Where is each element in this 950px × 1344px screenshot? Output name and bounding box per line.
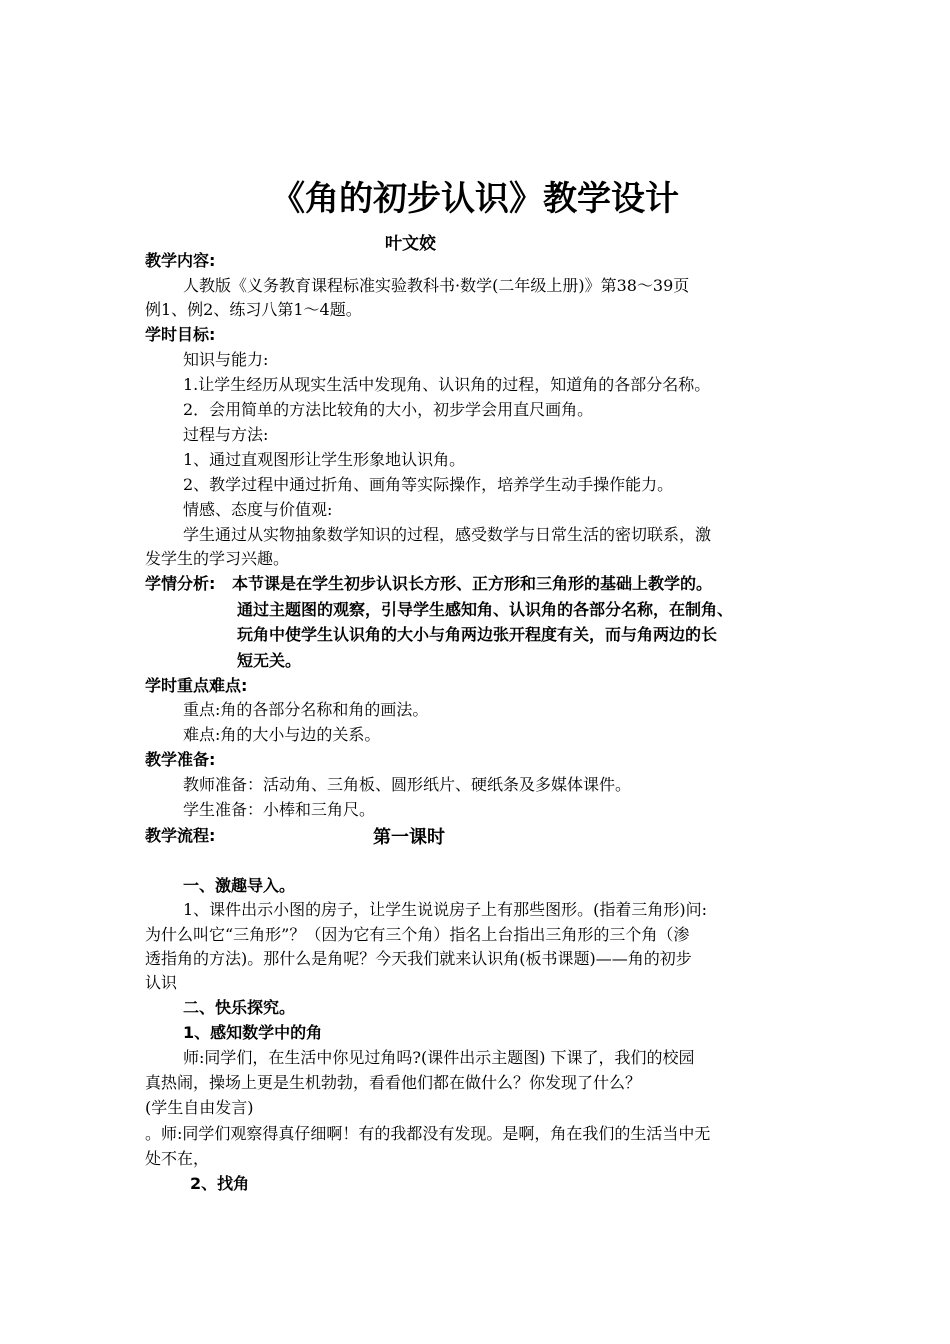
goals-line: 1.让学生经历从现实生活中发现角、认识角的过程，知道角的各部分名称。 — [183, 375, 711, 394]
keypoints-key: 重点:角的各部分名称和角的画法。 — [183, 700, 429, 719]
prep-teacher: 教师准备：活动角、三角板、圆形纸片、硬纸条及多媒体课件。 — [183, 775, 632, 794]
section-line: 真热闹，操场上更是生机勃勃，看看他们都在做什么？你发现了什么？ — [145, 1073, 642, 1092]
content-line: 人教版《义务教育课程标准实验教科书·数学(二年级上册)》第38～39页 — [183, 276, 690, 295]
heading-content: 教学内容: — [145, 251, 216, 270]
section-heading: 一、激趣导入。 — [183, 876, 296, 895]
section-line: 处不在， — [145, 1149, 210, 1168]
author-name: 叶文姣 — [385, 234, 436, 254]
section-line: 。师:同学们观察得真仔细啊！有的我都没有发现。是啊，角在我们的生活当中无 — [145, 1124, 711, 1143]
heading-analysis: 学情分析: — [145, 574, 216, 593]
goals-line: 学生通过从实物抽象数学知识的过程，感受数学与日常生活的密切联系，激 — [183, 525, 712, 544]
goals-knowledge-label: 知识与能力: — [183, 350, 269, 369]
section-line: 透指角的方法)。那什么是角呢？今天我们就来认识角(板书课题)——角的初步 — [145, 949, 692, 968]
heading-goals: 学时目标: — [145, 325, 216, 344]
goals-line: 2、教学过程中通过折角、画角等实际操作，培养学生动手操作能力。 — [183, 475, 674, 494]
section-line: 为什么叫它“三角形”？（因为它有三个角）指名上台指出三角形的三个角（渗 — [145, 925, 690, 944]
analysis-line: 本节课是在学生初步认识长方形、正方形和三角形的基础上教学的。 — [232, 574, 713, 593]
goals-line: 2．会用简单的方法比较角的大小，初步学会用直尺画角。 — [183, 400, 594, 419]
content-line: 例1、例2、练习八第1～4题。 — [145, 300, 362, 319]
heading-keypoints: 学时重点难点: — [145, 676, 248, 695]
subsection-heading: 1、感知数学中的角 — [183, 1023, 323, 1042]
section-line: (学生自由发言) — [145, 1098, 254, 1117]
section-line: 认识 — [145, 973, 178, 992]
goals-line: 发学生的学习兴趣。 — [145, 549, 290, 568]
goals-line: 1、通过直观图形让学生形象地认识角。 — [183, 450, 466, 469]
prep-student: 学生准备：小棒和三角尺。 — [183, 800, 376, 819]
heading-prep: 教学准备: — [145, 750, 216, 769]
heading-flow: 教学流程: — [145, 826, 216, 845]
subsection-heading: 2、找角 — [190, 1174, 250, 1193]
goals-process-label: 过程与方法: — [183, 425, 269, 444]
section-line: 1、课件出示小图的房子，让学生说说房子上有那些图形。(指着三角形)问: — [183, 900, 708, 919]
goals-emotion-label: 情感、态度与价值观: — [183, 500, 333, 519]
section-line: 师:同学们，在生活中你见过角吗?(课件出示主题图) 下课了，我们的校园 — [183, 1048, 695, 1067]
document-title: 《角的初步认识》教学设计 — [271, 179, 679, 219]
keypoints-difficult: 难点:角的大小与边的关系。 — [183, 725, 381, 744]
analysis-line: 玩角中使学生认识角的大小与角两边张开程度有关，而与角两边的长 — [237, 625, 718, 644]
lesson-title: 第一课时 — [373, 827, 445, 848]
section-heading: 二、快乐探究。 — [183, 998, 296, 1017]
analysis-line: 通过主题图的观察，引导学生感知角、认识角的各部分名称，在制角、 — [237, 600, 734, 619]
analysis-line: 短无关。 — [237, 651, 302, 670]
